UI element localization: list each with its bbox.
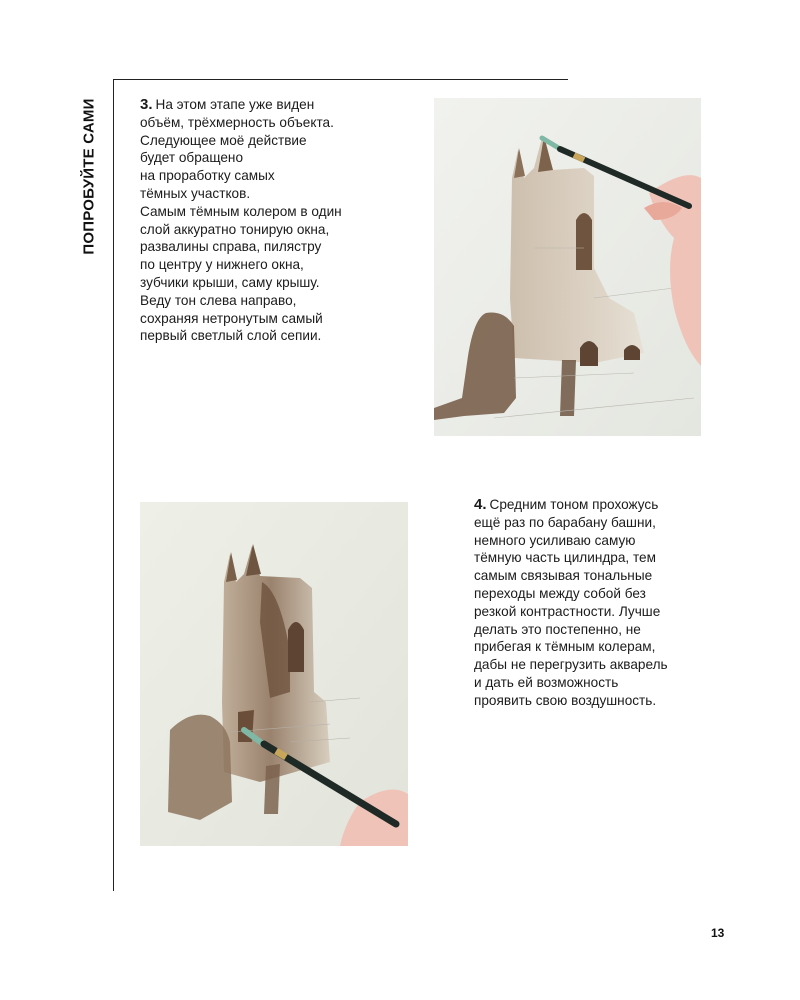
step-4-line: прибегая к тёмным колерам, [474, 639, 656, 655]
step-4-line: немного усиливаю самую [474, 532, 636, 548]
step-3-line: развалины справа, пилястру [140, 239, 322, 255]
step-3-line: сохраняя нетронутым самый [140, 310, 323, 326]
step-3-line: будет обращено [140, 150, 244, 166]
tower-painting-step-4 [140, 502, 408, 846]
step-4-line: и дать ей возможность [474, 674, 619, 690]
step-4-line: тёмную часть цилиндра, тем [474, 550, 656, 566]
step-3-line: Самым тёмным колером в один [140, 203, 342, 219]
section-label [74, 96, 104, 256]
step-4-number: 4. [474, 496, 487, 513]
step-4-text [474, 496, 714, 710]
step-4-line: ещё раз по барабану башни, [474, 514, 656, 530]
step-3-text [140, 96, 390, 345]
step-3-photo [434, 98, 701, 436]
step-4-line: проявить свою воздушность. [474, 692, 657, 708]
section-label-text: ПОПРОБУЙТЕ САМИ [80, 97, 98, 255]
step-3-line: На этом этапе уже виден [155, 97, 315, 112]
page-number: 13 [711, 926, 725, 940]
step-4-line: делать это постепенно, не [474, 621, 641, 637]
step-4-line: Средним тоном прохожусь [489, 497, 659, 512]
step-3-line: объём, трёхмерность объекта. [140, 114, 334, 130]
step-3-number: 3. [140, 96, 153, 113]
step-4-line: самым связывая тональные [474, 568, 653, 584]
top-rule [113, 79, 568, 80]
step-3-line: по центру у нижнего окна, [140, 257, 304, 273]
step-3-line: на проработку самых [140, 168, 275, 184]
step-3-line: первый светлый слой сепии. [140, 328, 322, 344]
step-4-photo [140, 502, 408, 846]
step-4-line: дабы не перегрузить акварель [474, 657, 668, 673]
step-3-line: слой аккуратно тонирую окна, [140, 221, 330, 237]
step-3-line: Следующее моё действие [140, 132, 307, 148]
step-3-line: Веду тон слева направо, [140, 292, 297, 308]
step-4-line: резкой контрастности. Лучше [474, 603, 661, 619]
step-3-line: тёмных участков. [140, 185, 251, 201]
step-4-line: переходы между собой без [474, 585, 646, 601]
tower-painting-step-3 [434, 98, 701, 436]
left-rule [113, 79, 114, 891]
step-3-line: зубчики крыши, саму крышу. [140, 274, 320, 290]
